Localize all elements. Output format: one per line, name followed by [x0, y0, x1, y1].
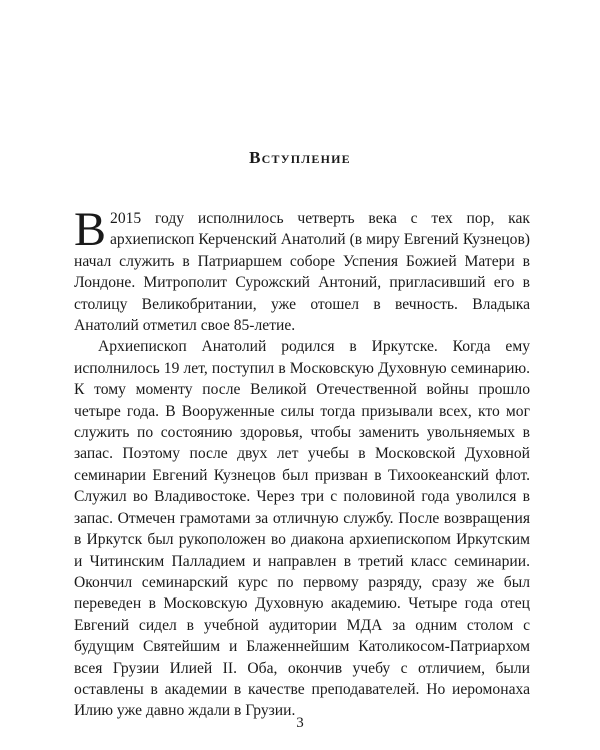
- paragraph-1-text: 2015 году исполнилось четверть века с тех пор, как архиепископ Керченский Анатолий (в миру Евгений Кузнецов) начал служить в Патриаршем соборе Успения Божией Матери в Лондоне. Митрополит Сурожский Антоний, пригласивший его в столицу Великобритании, уже отошел в вечность. Владыка Анатолий отметил свое 85-летие.: [74, 210, 530, 335]
- page-title: Вступление: [249, 148, 351, 167]
- paragraph-1: [74, 203, 530, 336]
- body-text: [74, 203, 530, 722]
- drop-cap: В: [74, 203, 107, 256]
- page-number: 3: [296, 715, 304, 731]
- paragraph-2: Архиепископ Анатолий родился в Иркутске. Когда ему исполнилось 19 лет, поступил в Московскую Духовную семинарию. К тому моменту после Великой Отечественной войны прошло четыре года. В Вооруженные силы тогда призывали всех, кто мог служить по состоянию здоровья, чтобы заменить увольняемых в запас. Поэтому после двух лет учебы в Московской Духовной семинарии Евгений Кузнецов был призван в Тихоокеанский флот. Служил во Владивостоке. Через три с половиной года уволился в запас. Отмечен грамотами за отличную службу. После возвращения в Иркутск был рукоположен во диакона архиепископом Иркутским и Читинским Палладием и направлен в третий класс семинарии. Окончил семинарский курс по первому разряду, сразу же был переведен в Московскую Духовную академию. Четыре года отец Евгений сидел в учебной аудитории МДА за одним столом с будущим Святейшим и Блаженнейшим Католикосом-Патриархом всея Грузии Илией II. Оба, окончив учебу с отличием, были оставлены в академии в качестве преподавателей. Но иеромонаха Илию уже давно ждали в Грузии.: [74, 338, 530, 720]
